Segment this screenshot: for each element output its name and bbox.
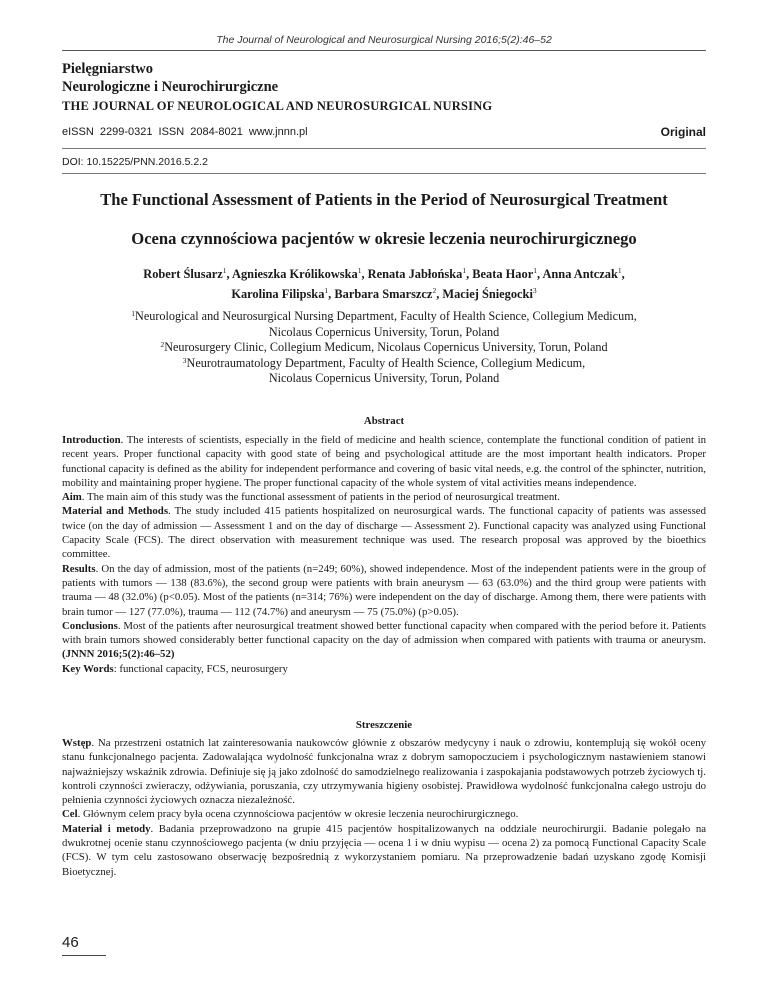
streszczenie-heading: Streszczenie (355, 719, 413, 731)
article-title-polish: Ocena czynnościowa pacjentów w okresie leczenia neurochirurgicznego (131, 229, 637, 248)
author: Renata Jabłońska$^1$ (367, 266, 467, 281)
journal-name-line2: Neurologiczne i Neurochirurgiczne (62, 79, 279, 95)
author: Anna Antczak$^1$ (542, 266, 622, 281)
streszczenie-metody: Materiał i metody. Badania przeprowadzono na grupie 415 pacjentów hospitalizowanych na oddziale neurochirurgii. Badanie polegało na dwukrotnej ocenie stanu czynnościowego pacjenta (w dniu przyjęcia — ocena 1 i w dniu wypisu — ocena 2) za pomocą Functional Capacity Scale (FCS). W tym celu zastosowano obserwację bezpośrednią z wykorzystaniem pomiaru. Na przeprowadzenie badań uzyskano zgodę Komisji Bioetycznej. (62, 822, 707, 878)
abstract-aim: Aim. The main aim of this study was the functional assessment of patients in the period of neurosurgical treatment. (62, 491, 560, 504)
abstract-introduction: Introduction. The interests of scientists, especially in the field of medicine and health science, contemplate the functional condition of patient in recent years. Proper functional capacity with good state of being and psychological attitude are the most important health indicators. Proper functional capacity is defined as the ability for independent performance and covering of basic vital needs, e.g. the control of the sphincter, nutrition, mobility and maintaining proper hygiene. The proper functional capacity of the whole system of vital activities means independence. (62, 434, 706, 489)
divider (62, 173, 706, 174)
page-number: 46 (62, 934, 79, 951)
abstract-body (62, 433, 706, 676)
article-title-english: The Functional Assessment of Patients in the Period of Neurosurgical Treatment (100, 190, 668, 209)
header-rule (62, 50, 706, 51)
journal-name-line1: Pielęgniarstwo (62, 61, 154, 77)
author: Agnieszka Królikowska$^1$ (232, 266, 362, 281)
streszczenie-wstep: Wstęp. Na przestrzeni ostatnich lat zainteresowania naukowców głównie z obszarów medycyny i nauk o zdrowiu, kontemplują się wokół oceny stanu funkcjonalnego pacjenta. Zadowalająca wydolność funkcjonalna wraz z dobrym samopoczuciem i psychologicznym nastawieniem stanowi najważniejszy wskaźnik zdrowia. Definiuje się ją jako zdolność do samodzielnego realizowania i zaspokajania podstawowych potrzeb życiowych tj. kontroli czynności zwieraczy, odżywiania, poruszania, czy utrzymywania higieny osobistej. Prawidłowa wydolność funkcjonalna całego ustroju do pełnienia czynności życiowych oznacza niezależność. (62, 737, 706, 807)
article-type-label: Original (660, 125, 706, 139)
issn-line: eISSN 2299-0321 ISSN 2084-8021 www.jnnn.pl (62, 126, 308, 138)
abstract-heading: Abstract (363, 415, 405, 427)
streszczenie-cel: Cel. Głównym celem pracy była ocena czynnościowa pacjentów w okresie leczenia neurochirurgicznego. (62, 808, 519, 821)
journal-name (62, 60, 278, 96)
affiliation: $^3$Neurotraumatology Department, Faculty of Health Science, Collegium Medicum, (182, 355, 586, 370)
streszczenie-body (62, 736, 706, 879)
author-list: Robert Ślusarz$^1$, Agnieszka Królikowska$^1$, Renata Jabłońska$^1$, Beata Haor$^1$, Anna Antczak$^1$, Karolina Filipska$^1$, Barbara Smarszcz$^2$, Maciej Śniegocki$^3$ (143, 266, 625, 301)
affiliation: $^1$Neurological and Neurosurgical Nursing Department, Faculty of Health Science, Collegium Medicum, (131, 309, 637, 323)
author: Barbara Smarszcz$^2$ (334, 286, 437, 301)
affiliation-continued: Nicolaus Copernicus University, Torun, Poland (268, 371, 500, 386)
abstract-methods: Material and Methods. The study included 415 patients hospitalized on neurosurgical wards. The functional capacity of patients was assessed twice (on the day of admission — Assessment 1 and on the day of discharge — Assessment 2). Functional capacity was analyzed using Functional Capacity Scale (FCS). The direct observation with measurement technique was used. The research proposal was approved by the bioethics committee. (62, 505, 707, 561)
abstract-keywords: Key Words: functional capacity, FCS, neurosurgery (62, 662, 288, 675)
abstract-conclusions: Conclusions. Most of the patients after neurosurgical treatment showed better functional capacity when compared with the period before it. Patients with brain tumors showed considerably better functional capacity on the day of admission when compared with patients with trauma or aneurysm. (JNNN 2016;5(2):46–52) (62, 619, 706, 661)
author: Beata Haor$^1$ (472, 266, 537, 281)
page-number-rule (62, 955, 106, 956)
author: Maciej Śniegocki$^3$ (442, 286, 537, 301)
doi: DOI: 10.15225/PNN.2016.5.2.2 (62, 156, 208, 168)
divider (62, 148, 706, 149)
running-head: The Journal of Neurological and Neurosurgical Nursing 2016;5(2):46–52 (216, 34, 552, 46)
author: Karolina Filipska$^1$ (231, 286, 329, 301)
affiliation-continued: Nicolaus Copernicus University, Torun, Poland (268, 324, 500, 339)
abstract-results: Results. On the day of admission, most of the patients (n=249; 60%), showed independence. Most of the independent patients were in the group of patients with tumors — 138 (83.6%), the second group were patients with brain aneurysm — 63 (63.0%) and the third group were patients with trauma — 48 (32.0%) (p<0.05). Most of the patients (n=314; 76%) were independent on the day of discharge. Among them, there were patients with brain tumor — 127 (77.0%), trauma — 112 (74.7%) and aneurysm — 75 (75.0%) (p>0.05). (62, 562, 706, 618)
affiliation: $^2$Neurosurgery Clinic, Collegium Medicum, Nicolaus Copernicus University, Torun, Poland (160, 340, 608, 355)
affiliations (62, 309, 706, 387)
journal-name-english: THE JOURNAL OF NEUROLOGICAL AND NEUROSURGICAL NURSING (62, 99, 493, 113)
author: Robert Ślusarz$^1$ (143, 266, 227, 281)
